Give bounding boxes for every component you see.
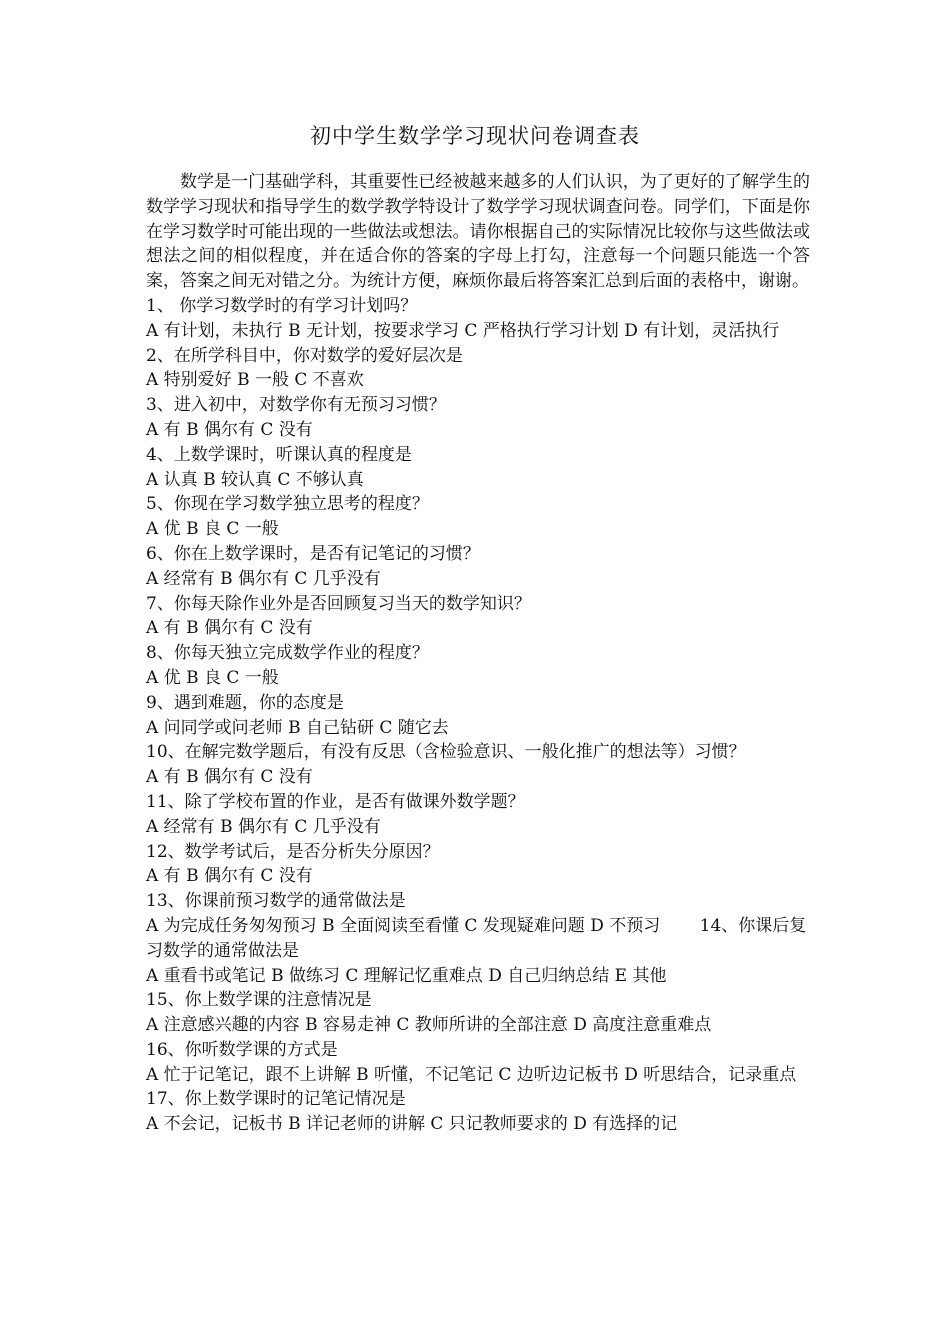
answer-options: A 忙于记笔记，跟不上讲解 B 听懂，不记笔记 C 边听边记板书 D 听思结合，记录重点 — [146, 1064, 797, 1085]
question-text: 6、你在上数学课时，是否有记笔记的习惯？ — [146, 543, 480, 564]
answer-options: A 有 B 偶尔有 C 没有 — [146, 767, 313, 788]
question-text: 17、你上数学课时的记笔记情况是 — [146, 1089, 406, 1110]
question-text: 4、上数学课时，听课认真的程度是 — [146, 444, 412, 465]
question-text: 16、你听数学课的方式是 — [146, 1039, 338, 1060]
question-text: 13、你课前预习数学的通常做法是 — [146, 891, 406, 912]
question-text: 5、你现在学习数学独立思考的程度？ — [146, 494, 429, 515]
question-text: 11、除了学校布置的作业，是否有做课外数学题？ — [146, 791, 525, 812]
question-text: 15、你上数学课的注意情况是 — [146, 990, 372, 1011]
question-text: 12、数学考试后，是否分析失分原因？ — [146, 841, 440, 862]
answer-options: A 特别爱好 B 一般 C 不喜欢 — [146, 370, 364, 391]
question-text: 8、你每天独立完成数学作业的程度？ — [146, 643, 429, 664]
question-text: 7、你每天除作业外是否回顾复习当天的数学知识？ — [146, 593, 531, 614]
question-text: 9、遇到难题，你的态度是 — [146, 692, 344, 713]
question-list — [146, 294, 810, 1137]
document-body — [146, 170, 810, 1137]
answer-options: A 有 B 偶尔有 C 没有 — [146, 419, 313, 440]
question-text: 10、在解完数学题后，有没有反思（含检验意识、一般化推广的想法等）习惯？ — [146, 742, 746, 763]
question-text: 1、 你学习数学时的有学习计划吗？ — [146, 295, 418, 316]
question-text: 3、进入初中，对数学你有无预习习惯？ — [146, 395, 446, 416]
answer-options: A 有 B 偶尔有 C 没有 — [146, 618, 313, 639]
answer-options: A 重看书或笔记 B 做练习 C 理解记忆重难点 D 自己归纳总结 E 其他 — [146, 965, 667, 986]
answer-options: A 有计划，未执行 B 无计划，按要求学习 C 严格执行学习计划 D 有计划，灵活执行 — [146, 320, 780, 341]
answer-options: A 优 B 良 C 一般 — [146, 667, 279, 688]
answer-options: A 不会记，记板书 B 详记老师的讲解 C 只记教师要求的 D 有选择的记 — [146, 1114, 678, 1135]
answer-options: A 认真 B 较认真 C 不够认真 — [146, 469, 364, 490]
question-text: 2、在所学科目中，你对数学的爱好层次是 — [146, 345, 463, 366]
answer-options: A 经常有 B 偶尔有 C 几乎没有 — [146, 568, 381, 589]
answer-options: A 有 B 偶尔有 C 没有 — [146, 866, 313, 887]
answer-options: A 注意感兴趣的内容 B 容易走神 C 教师所讲的全部注意 D 高度注意重难点 — [146, 1015, 712, 1036]
answer-options: A 经常有 B 偶尔有 C 几乎没有 — [146, 816, 381, 837]
intro-paragraph: 数学是一门基础学科，其重要性已经被越来越多的人们认识，为了更好的了解学生的数学学习现状和指导学生的数学教学特设计了数学学习现状调查问卷。同学们，下面是你在学习数学时可能出现的一些做法或想法。请你根据自己的实际情况比较你与这些做法或想法之间的相似程度，并在适合你的答案的字母上打勾，注意每一个问题只能选一个答案，答案之间无对错之分。为统计方便，麻烦你最后将答案汇总到后面的表格中，谢谢。 — [146, 172, 810, 292]
answer-options: A 优 B 良 C 一般 — [146, 519, 279, 540]
answer-options: A 问同学或问老师 B 自己钻研 C 随它去 — [146, 717, 449, 738]
page-title: 初中学生数学学习现状问卷调查表 — [310, 124, 640, 148]
answer-options: A 为完成任务匆匆预习 B 全面阅读至看懂 C 发现疑难问题 D 不预习 14、你课后复习数学的通常做法是 — [146, 915, 807, 961]
